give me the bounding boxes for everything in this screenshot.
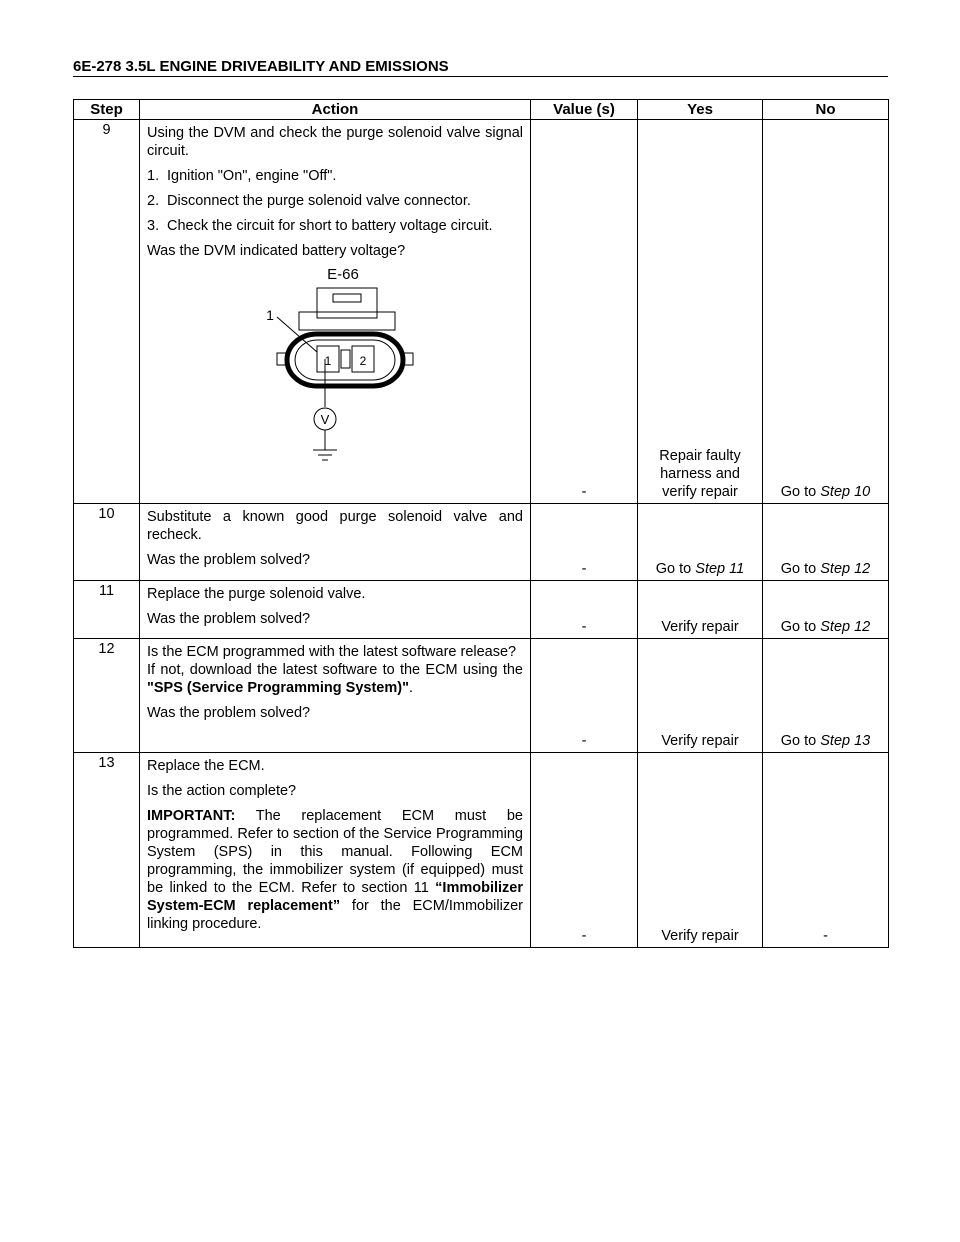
action-intro: Replace the ECM.	[147, 758, 265, 774]
no-cell: -	[763, 753, 889, 948]
yes-line: Repair faulty	[659, 448, 741, 464]
col-header-yes: Yes	[638, 100, 763, 120]
pin-1-label: 1	[324, 354, 332, 368]
action-cell	[140, 581, 531, 639]
yes-cell	[638, 120, 763, 504]
connector-label: E-66	[327, 266, 359, 283]
yes-cell	[638, 504, 763, 581]
action-cell	[140, 753, 531, 948]
action-intro: Using the DVM and check the purge solenoid valve signal circuit.	[147, 125, 523, 159]
col-header-step: Step	[74, 100, 140, 120]
table-row-step-11	[74, 581, 889, 639]
pin-callout-label: 1	[266, 307, 274, 323]
value-cell: -	[531, 581, 638, 639]
no-step-link[interactable]: Step 12	[820, 561, 871, 577]
action-question: Was the problem solved?	[147, 611, 311, 627]
action-question: Is the action complete?	[147, 783, 297, 799]
ground-icon	[313, 450, 337, 460]
substep-num: 3.	[147, 218, 160, 234]
yes-cell: Verify repair	[638, 581, 763, 639]
step-number: 13	[74, 753, 140, 948]
table-header-row	[74, 100, 889, 120]
substep-list	[147, 167, 523, 235]
substep-item	[147, 167, 523, 185]
table-row-step-12	[74, 639, 889, 753]
no-prefix: Go to	[780, 619, 821, 635]
step-number: 9	[74, 120, 140, 504]
action-intro: Replace the purge solenoid valve.	[147, 586, 366, 602]
yes-cell: Verify repair	[638, 639, 763, 753]
action-question: Was the DVM indicated battery voltage?	[147, 243, 406, 259]
col-header-no: No	[763, 100, 889, 120]
important-text: The replacement ECM must be programmed. Refer to section of the Service Programming System (SPS) in this manual. Following ECM programming, the immobilizer system (if equipped) must be linked to the ECM. Refer to section 11	[147, 808, 523, 896]
action-question: Was the problem solved?	[147, 705, 311, 721]
action-cell	[140, 120, 531, 504]
value-cell: -	[531, 753, 638, 948]
step-number: 10	[74, 504, 140, 581]
yes-prefix: Go to	[655, 561, 696, 577]
col-header-value: Value (s)	[531, 100, 638, 120]
page-header: 6E-278 3.5L ENGINE DRIVEABILITY AND EMISSIONS	[73, 58, 888, 77]
action-cell	[140, 504, 531, 581]
important-label: IMPORTANT:	[147, 808, 236, 824]
yes-cell: Verify repair	[638, 753, 763, 948]
yes-line: harness and	[660, 466, 740, 482]
step-number: 12	[74, 639, 140, 753]
connector-body	[277, 288, 413, 386]
action-instruction	[147, 661, 523, 697]
no-step-link[interactable]: Step 13	[820, 733, 871, 749]
value-cell: -	[531, 120, 638, 504]
substep-text: Disconnect the purge solenoid valve connector.	[167, 193, 471, 209]
instruction-text: If not, download the latest software to the ECM using the	[147, 662, 523, 678]
immobilizer-reference: “Immobilizer System-ECM replacement”	[147, 880, 523, 914]
substep-item	[147, 192, 523, 210]
table-row-step-9	[74, 120, 889, 504]
no-step-link[interactable]: Step 12	[820, 619, 871, 635]
step-number: 11	[74, 581, 140, 639]
action-intro: Is the ECM programmed with the latest software release?	[147, 644, 517, 660]
no-prefix: Go to	[780, 561, 821, 577]
important-tail: for the ECM/Immobilizer linking procedure.	[147, 898, 523, 932]
no-cell	[763, 120, 889, 504]
sps-reference: "SPS (Service Programming System)"	[147, 680, 409, 696]
substep-text: Check the circuit for short to battery voltage circuit.	[167, 218, 493, 234]
connector-diagram	[147, 262, 523, 480]
value-cell: -	[531, 504, 638, 581]
no-cell	[763, 581, 889, 639]
voltmeter-label: V	[320, 412, 330, 427]
table-row-step-10	[74, 504, 889, 581]
action-intro: Substitute a known good purge solenoid valve and recheck.	[147, 509, 523, 543]
substep-text: Ignition "On", engine "Off".	[167, 168, 337, 184]
diagnostic-table	[73, 99, 889, 948]
no-cell	[763, 504, 889, 581]
action-question: Was the problem solved?	[147, 552, 311, 568]
no-prefix: Go to	[780, 733, 821, 749]
col-header-action: Action	[140, 100, 531, 120]
pin-2-label: 2	[359, 354, 367, 368]
value-cell: -	[531, 639, 638, 753]
instruction-suffix: .	[408, 680, 413, 696]
substep-item	[147, 217, 523, 235]
yes-step-link[interactable]: Step 11	[695, 561, 745, 577]
action-cell	[140, 639, 531, 753]
table-row-step-13	[74, 753, 889, 948]
yes-line: verify repair	[662, 484, 738, 500]
substep-num: 1.	[147, 168, 160, 184]
no-step-link[interactable]: Step 10	[820, 484, 871, 500]
substep-num: 2.	[147, 193, 160, 209]
important-note	[147, 807, 523, 933]
no-prefix: Go to	[780, 484, 821, 500]
no-cell	[763, 639, 889, 753]
